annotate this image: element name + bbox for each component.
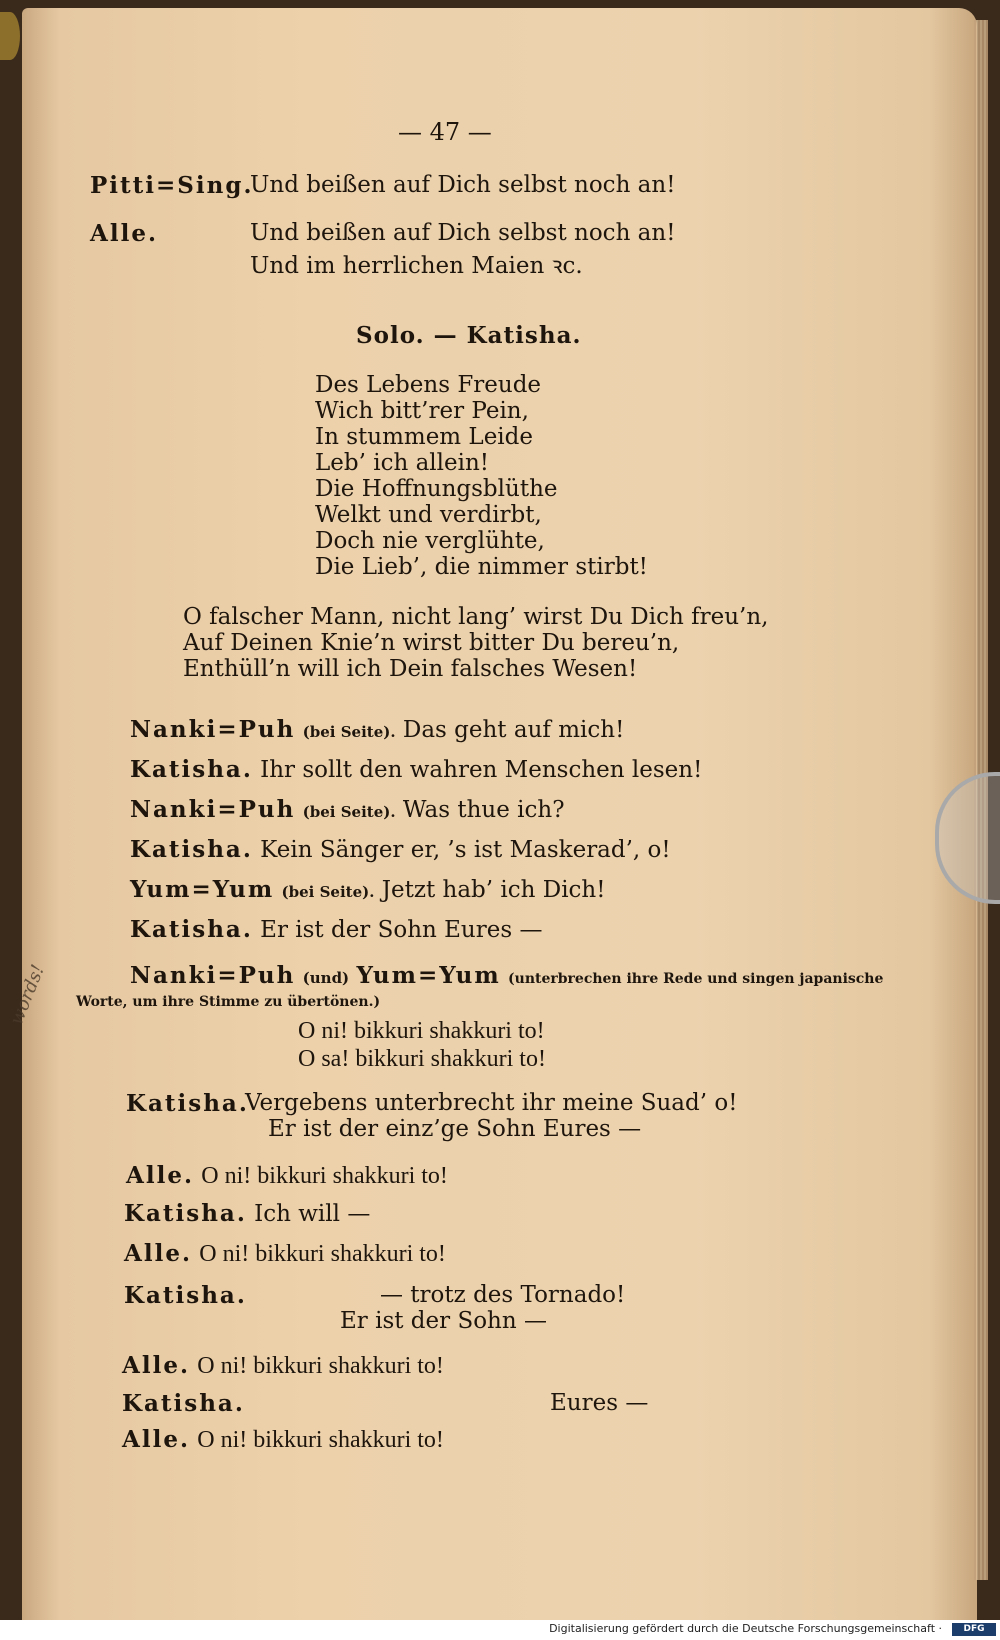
verse-line: Die Lieb’, die nimmer stirbt! [315,554,648,580]
speaker: Alle. [122,1426,190,1453]
speaker: Pitti=Sing. [90,172,254,199]
dialogue-line [130,796,565,823]
dialogue-line [90,172,253,199]
line-text: Und beißen auf Dich selbst noch an! [250,220,676,246]
line-text: Ihr sollt den wahren Menschen lesen! [260,757,703,783]
dialogue-line [122,1426,444,1454]
sung-line: O ni! bikkuri shakkuri to! [201,1163,448,1189]
speaker: Katisha. [130,916,253,943]
line-text: Das geht auf mich! [402,717,625,743]
stage-direction: (bei Seite). [281,883,375,901]
line-text: Ich will — [254,1201,371,1227]
dialogue-line [124,1240,446,1268]
stage-direction: (bei Seite). [302,723,396,741]
speaker: Katisha. [124,1200,247,1227]
dialogue-line [122,1352,444,1380]
line-text: Er ist der einz’ge Sohn Eures — [268,1116,642,1142]
speaker: Katisha. [130,836,253,863]
dialogue-line [130,836,671,863]
sung-line: O ni! bikkuri shakkuri to! [199,1241,446,1267]
verse-line: Des Lebens Freude [315,372,542,398]
sung-line: O ni! bikkuri shakkuri to! [197,1353,444,1379]
speaker: Nanki=Puh [130,796,296,823]
verse-line: O falscher Mann, nicht lang’ wirst Du Dich freu’n, [183,604,769,630]
stage-direction: (bei Seite). [302,803,396,821]
stage-direction: Worte, um ihre Stimme zu übertönen.) [76,994,381,1010]
handwritten-margin-note: words! [6,961,50,1028]
sung-line: O ni! bikkuri shakkuri to! [197,1427,444,1453]
stage-direction: (und) [302,969,350,987]
line-text: Und im herrlichen Maien ꝛc. [250,253,583,279]
line-text: Eures — [550,1390,649,1416]
sung-line: O sa! bikkuri shakkuri to! [298,1046,546,1072]
line-text: Kein Sänger er, ’s ist Maskerad’, o! [260,837,671,863]
dialogue-line [130,716,624,743]
speaker: Katisha. [126,1090,249,1117]
speaker: Nanki=Puh [130,716,296,743]
page-number: — 47 — [398,118,492,146]
speaker: Alle. [90,220,158,247]
speaker: Alle. [126,1162,194,1189]
funding-credit: Digitalisierung gefördert durch die Deutsche Forschungsgemeinschaft · [549,1622,942,1635]
dialogue-line [130,756,702,783]
line-text: Vergebens unterbrecht ihr meine Suad’ o! [245,1090,738,1116]
verse-line: Enthüll’n will ich Dein falsches Wesen! [183,656,638,682]
dialogue-line [130,962,883,989]
line-text: Jetzt hab’ ich Dich! [381,877,606,903]
dialogue-line [124,1200,370,1227]
speaker: Alle. [122,1352,190,1379]
binding-mark [0,12,20,60]
footer-bar [0,1620,1000,1640]
line-text: — trotz des Tornado! [380,1282,626,1308]
verse-line: Wich bitt’rer Pein, [315,398,529,424]
verse-line: Die Hoffnungsblüthe [315,476,558,502]
speaker: Alle. [124,1240,192,1267]
speaker: Yum=Yum [356,962,501,989]
speaker: Katisha. [122,1390,245,1417]
line-text: Was thue ich? [402,797,565,823]
sung-line: O ni! bikkuri shakkuri to! [298,1018,545,1044]
dialogue-line [126,1162,448,1190]
speaker: Katisha. [130,756,253,783]
dfg-logo: DFG [952,1623,996,1636]
verse-line: Auf Deinen Knie’n wirst bitter Du bereu’n, [183,630,680,656]
verse-line: In stummem Leide [315,424,533,450]
speaker: Yum=Yum [130,876,275,903]
song-heading: Solo. — Katisha. [356,322,582,349]
speaker: Katisha. [124,1282,247,1309]
line-text: Er ist der Sohn Eures — [260,917,543,943]
line-text: Er ist der Sohn — [340,1308,547,1334]
dialogue-line [130,916,542,943]
dialogue-line [130,876,606,903]
line-text: Und beißen auf Dich selbst noch an! [250,172,676,198]
stage-direction: (unterbrechen ihre Rede und singen japanische [508,971,884,987]
verse-line: Leb’ ich allein! [315,450,490,476]
verse-line: Welkt und verdirbt, [315,502,542,528]
verse-line: Doch nie verglühte, [315,528,545,554]
speaker: Nanki=Puh [130,962,296,989]
